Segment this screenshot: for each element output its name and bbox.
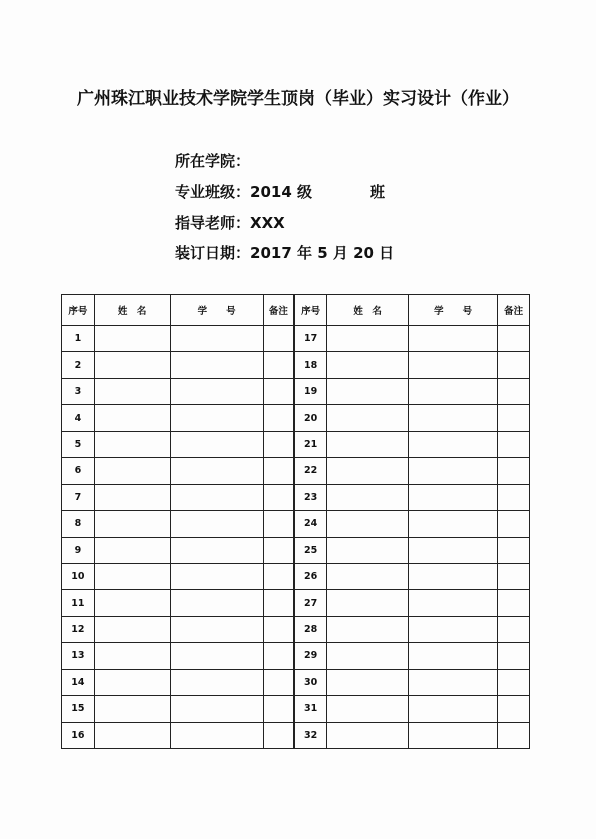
name-cell-left xyxy=(94,378,170,404)
student-id-cell-right xyxy=(409,405,498,431)
class-line xyxy=(175,181,385,202)
note-cell-right xyxy=(498,352,530,378)
row-seq-left: 4 xyxy=(62,405,95,431)
college-label: 所在学院： xyxy=(175,152,251,170)
student-id-cell-left xyxy=(170,696,263,722)
row-seq-right: 19 xyxy=(294,378,327,404)
student-id-cell-left xyxy=(170,511,263,537)
name-cell-right xyxy=(327,511,409,537)
row-seq-right: 17 xyxy=(294,326,327,352)
table-row xyxy=(62,722,530,748)
table-row xyxy=(62,378,530,404)
name-cell-left xyxy=(94,431,170,457)
row-seq-right: 26 xyxy=(294,563,327,589)
name-cell-left xyxy=(94,643,170,669)
note-cell-right xyxy=(498,537,530,563)
row-seq-left: 14 xyxy=(62,669,95,695)
header-seq-left: 序号 xyxy=(62,295,95,326)
note-cell-right xyxy=(498,669,530,695)
table-body xyxy=(62,326,530,749)
note-cell-left xyxy=(263,643,294,669)
name-cell-right xyxy=(327,352,409,378)
name-cell-left xyxy=(94,616,170,642)
note-cell-left xyxy=(263,511,294,537)
name-cell-left xyxy=(94,590,170,616)
row-seq-right: 27 xyxy=(294,590,327,616)
header-note-right: 备注 xyxy=(498,295,530,326)
note-cell-right xyxy=(498,431,530,457)
note-cell-left xyxy=(263,352,294,378)
name-cell-right xyxy=(327,458,409,484)
name-cell-right xyxy=(327,722,409,748)
student-id-cell-left xyxy=(170,590,263,616)
row-seq-right: 28 xyxy=(294,616,327,642)
note-cell-left xyxy=(263,537,294,563)
name-cell-left xyxy=(94,484,170,510)
note-cell-right xyxy=(498,616,530,642)
student-id-cell-left xyxy=(170,643,263,669)
student-id-cell-left xyxy=(170,537,263,563)
class-year: 2014 级 xyxy=(250,183,312,201)
name-cell-left xyxy=(94,405,170,431)
row-seq-right: 20 xyxy=(294,405,327,431)
note-cell-right xyxy=(498,511,530,537)
table-row xyxy=(62,643,530,669)
note-cell-right xyxy=(498,458,530,484)
header-id-right: 学 号 xyxy=(409,295,498,326)
student-id-cell-left xyxy=(170,458,263,484)
note-cell-right xyxy=(498,405,530,431)
student-id-cell-right xyxy=(409,511,498,537)
row-seq-left: 16 xyxy=(62,722,95,748)
binding-date: 2017 年 5 月 20 日 xyxy=(250,244,395,262)
student-id-cell-right xyxy=(409,378,498,404)
student-id-cell-left xyxy=(170,431,263,457)
note-cell-right xyxy=(498,378,530,404)
name-cell-left xyxy=(94,352,170,378)
student-id-cell-left xyxy=(170,616,263,642)
class-label: 专业班级： xyxy=(175,183,251,201)
table-row xyxy=(62,590,530,616)
note-cell-right xyxy=(498,643,530,669)
row-seq-right: 24 xyxy=(294,511,327,537)
header-seq-right: 序号 xyxy=(294,295,327,326)
class-suffix: 班 xyxy=(370,183,386,201)
note-cell-right xyxy=(498,326,530,352)
student-id-cell-right xyxy=(409,458,498,484)
student-id-cell-right xyxy=(409,643,498,669)
note-cell-left xyxy=(263,378,294,404)
note-cell-left xyxy=(263,431,294,457)
note-cell-right xyxy=(498,563,530,589)
note-cell-left xyxy=(263,563,294,589)
student-id-cell-left xyxy=(170,378,263,404)
name-cell-right xyxy=(327,484,409,510)
note-cell-right xyxy=(498,484,530,510)
name-cell-right xyxy=(327,326,409,352)
table-row xyxy=(62,352,530,378)
student-id-cell-right xyxy=(409,484,498,510)
teacher-line xyxy=(175,212,285,233)
binding-date-line xyxy=(175,242,394,263)
row-seq-left: 7 xyxy=(62,484,95,510)
row-seq-right: 21 xyxy=(294,431,327,457)
name-cell-right xyxy=(327,378,409,404)
table-row xyxy=(62,696,530,722)
student-id-cell-right xyxy=(409,590,498,616)
name-cell-left xyxy=(94,326,170,352)
row-seq-left: 10 xyxy=(62,563,95,589)
name-cell-left xyxy=(94,537,170,563)
student-id-cell-right xyxy=(409,431,498,457)
table-row xyxy=(62,458,530,484)
name-cell-left xyxy=(94,511,170,537)
name-cell-right xyxy=(327,643,409,669)
student-id-cell-right xyxy=(409,722,498,748)
student-id-cell-left xyxy=(170,722,263,748)
row-seq-right: 25 xyxy=(294,537,327,563)
name-cell-left xyxy=(94,458,170,484)
row-seq-left: 15 xyxy=(62,696,95,722)
name-cell-right xyxy=(327,696,409,722)
row-seq-right: 29 xyxy=(294,643,327,669)
table-row xyxy=(62,669,530,695)
teacher-name: XXX xyxy=(250,214,285,232)
row-seq-right: 32 xyxy=(294,722,327,748)
note-cell-left xyxy=(263,722,294,748)
row-seq-left: 5 xyxy=(62,431,95,457)
header-name-left: 姓 名 xyxy=(94,295,170,326)
name-cell-left xyxy=(94,563,170,589)
student-roster-table xyxy=(61,294,530,749)
row-seq-left: 13 xyxy=(62,643,95,669)
table-header-row xyxy=(62,295,530,326)
note-cell-left xyxy=(263,696,294,722)
row-seq-right: 30 xyxy=(294,669,327,695)
table-row xyxy=(62,484,530,510)
document-title: 广州珠江职业技术学院学生顶岗（毕业）实习设计（作业） xyxy=(77,89,519,109)
note-cell-left xyxy=(263,669,294,695)
student-id-cell-left xyxy=(170,563,263,589)
note-cell-left xyxy=(263,484,294,510)
row-seq-left: 11 xyxy=(62,590,95,616)
note-cell-left xyxy=(263,616,294,642)
student-id-cell-right xyxy=(409,326,498,352)
row-seq-left: 9 xyxy=(62,537,95,563)
student-id-cell-left xyxy=(170,669,263,695)
student-id-cell-right xyxy=(409,537,498,563)
row-seq-right: 18 xyxy=(294,352,327,378)
row-seq-left: 1 xyxy=(62,326,95,352)
table-row xyxy=(62,405,530,431)
note-cell-right xyxy=(498,696,530,722)
row-seq-right: 31 xyxy=(294,696,327,722)
student-id-cell-right xyxy=(409,563,498,589)
student-id-cell-left xyxy=(170,326,263,352)
table-row xyxy=(62,511,530,537)
teacher-label: 指导老师： xyxy=(175,214,251,232)
name-cell-left xyxy=(94,696,170,722)
note-cell-left xyxy=(263,458,294,484)
name-cell-right xyxy=(327,431,409,457)
name-cell-right xyxy=(327,616,409,642)
note-cell-left xyxy=(263,405,294,431)
note-cell-right xyxy=(498,590,530,616)
table-row xyxy=(62,616,530,642)
student-id-cell-left xyxy=(170,484,263,510)
note-cell-left xyxy=(263,326,294,352)
name-cell-right xyxy=(327,537,409,563)
name-cell-right xyxy=(327,669,409,695)
row-seq-right: 23 xyxy=(294,484,327,510)
row-seq-left: 3 xyxy=(62,378,95,404)
name-cell-right xyxy=(327,563,409,589)
student-id-cell-right xyxy=(409,616,498,642)
row-seq-left: 2 xyxy=(62,352,95,378)
name-cell-right xyxy=(327,590,409,616)
name-cell-left xyxy=(94,722,170,748)
row-seq-left: 8 xyxy=(62,511,95,537)
row-seq-right: 22 xyxy=(294,458,327,484)
binding-label: 装订日期： xyxy=(175,244,251,262)
student-id-cell-right xyxy=(409,669,498,695)
table-row xyxy=(62,431,530,457)
header-name-right: 姓 名 xyxy=(327,295,409,326)
header-note-left: 备注 xyxy=(263,295,294,326)
table-row xyxy=(62,563,530,589)
student-id-cell-right xyxy=(409,696,498,722)
student-id-cell-left xyxy=(170,405,263,431)
note-cell-left xyxy=(263,590,294,616)
note-cell-right xyxy=(498,722,530,748)
college-line xyxy=(175,150,250,171)
name-cell-left xyxy=(94,669,170,695)
student-id-cell-right xyxy=(409,352,498,378)
student-id-cell-left xyxy=(170,352,263,378)
table-row xyxy=(62,326,530,352)
row-seq-left: 12 xyxy=(62,616,95,642)
table-row xyxy=(62,537,530,563)
header-id-left: 学 号 xyxy=(170,295,263,326)
name-cell-right xyxy=(327,405,409,431)
row-seq-left: 6 xyxy=(62,458,95,484)
